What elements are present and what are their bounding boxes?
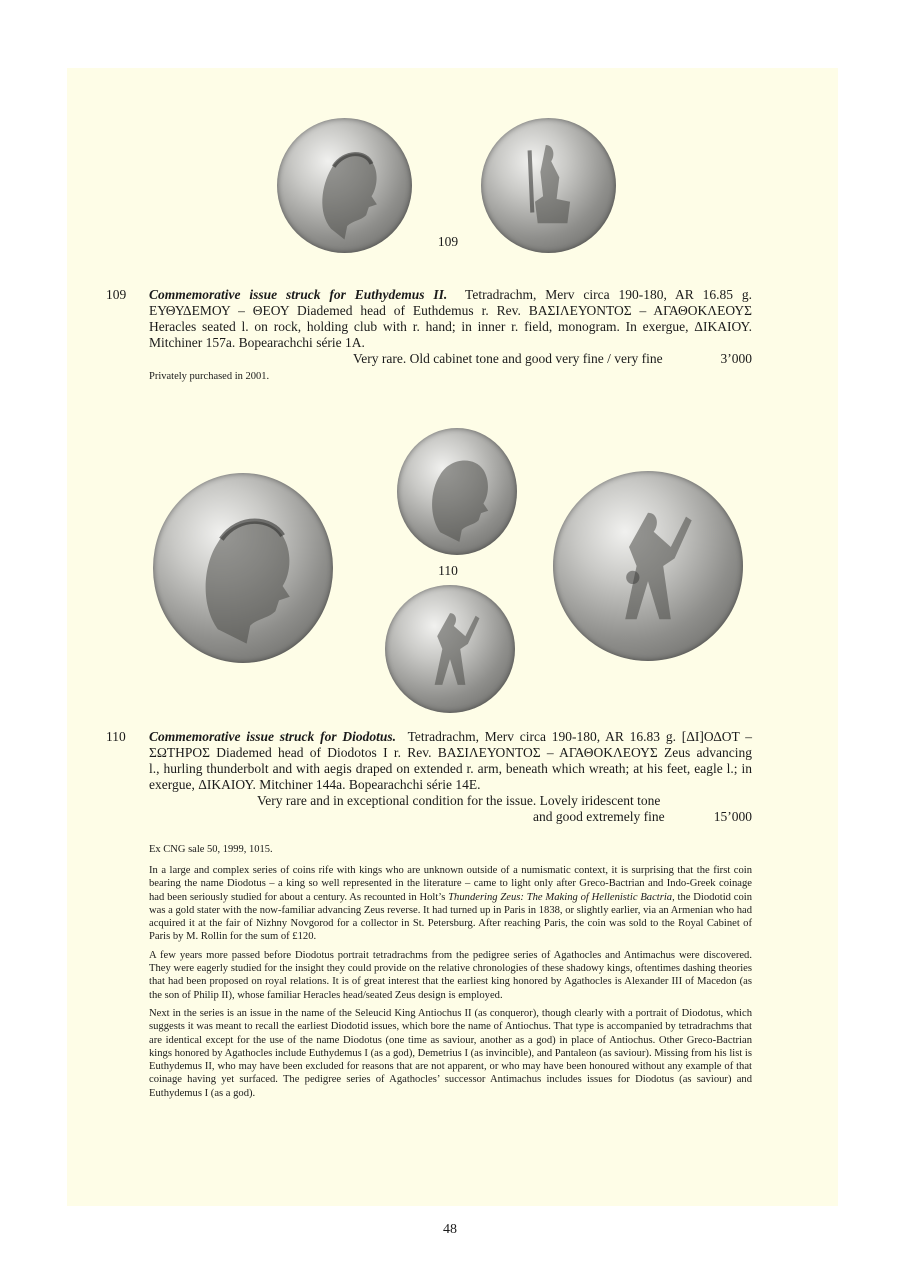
lot-110-number: 110 bbox=[106, 729, 126, 744]
lot-109-price: 3’000 bbox=[720, 351, 752, 366]
essay-paragraph-1: In a large and complex series of coins rife with kings who are unknown outside of a numismatic context, it is surprising that the first coin bearing the name Diodotus – a king so well represented in the literature – came to light only after Greco-Bactrian and Indo-Greek coinage had been seriously studied for about a century. As recounted in Holt’s Thundering Zeus: The Making of Hellenistic Bactria, the Diodotid coin was a gold stater with the now-familiar advancing Zeus reverse. It had turned up in Paris in 1838, or slightly earlier, via an Armenian who had acquired it at the fair of Nizhny Novgorod for a collector in St. Petersburg. After reaching Paris, the coin was sold to the Royal Cabinet of Paris by M. Rollin for the sum of £120. bbox=[149, 865, 752, 943]
coin-110-reverse-large bbox=[553, 471, 743, 661]
essay-paragraph-3: Next in the series is an issue in the name of the Seleucid King Antiochus II (as conqueror), though clearly with a portrait of Diodotus, which suggests it was meant to recall the earliest Diodotid issues, which bore the name of Antiochus. That type is accompanied by tetradrachms that are identical except for the use of the name Diodotus (one time as saviour, another as a god) in place of Antiochus. Other Greco-Bactrian kings honored by Agathocles include Euthydemus I (as a god), Demetrius I (as invincible), and Pantaleon (as saviour). Missing from his list is Euthydemus II, who may have been excluded for reasons that are not apparent, or who may have been honoured without any example of that coinage having yet surfaced. The pedigree series of Agathocles’ successor Antimachus includes issues for Diodotus (as saviour) and Euthydemus I (as a god). bbox=[149, 1007, 752, 1099]
lot-109-line-3: Heracles seated l. on rock, holding club with r. hand; in inner r. field, monogram. In exergue, ΔΙΚΑΙΟΥ. bbox=[149, 319, 752, 334]
lot-109-image-label: 109 bbox=[437, 234, 459, 249]
lot-110-line-1: Commemorative issue struck for Diodotus. Tetradrachm, Merv circa 190-180, AR 16.83 g. [ΔΙ]ΟΔΟΤ – bbox=[149, 729, 753, 744]
book-title: Thundering Zeus: The Making of Hellenistic Bactria bbox=[448, 891, 673, 903]
lot-110-line-4: exergue, ΔΙΚΑΙΟΥ. Mitchiner 144a. Bopearachchi série 14E. bbox=[149, 777, 481, 792]
lot-110-grade-line-2: and good extremely fine bbox=[533, 809, 665, 824]
coin-109-obverse bbox=[277, 118, 412, 253]
lot-110-price: 15’000 bbox=[713, 809, 752, 824]
lot-109-provenance: Privately purchased in 2001. bbox=[149, 371, 270, 382]
lot-110-title: Commemorative issue struck for Diodotus. bbox=[149, 729, 396, 744]
coin-110-obverse-small bbox=[397, 428, 517, 555]
essay-paragraph-2: A few years more passed before Diodotus portrait tetradrachms from the pedigree series of Agathocles and Antimachus were discovered. They were eagerly studied for the insight they could provide on the relative chronologies of these shadowy kings, oftentimes dashing theories that had been proposed on royal relations. It is of great interest that the earliest king honored by Agathocles is Alexander III of Macedon (as the son of Philip II), whose familiar Heracles head/seated Zeus design is employed. bbox=[149, 949, 752, 1001]
lot-109-title: Commemorative issue struck for Euthydemus II. bbox=[149, 287, 448, 302]
lot-110-line-3: l., hurling thunderbolt and with aegis draped on extended r. arm, beneath which wreath; at his feet, eagle l.; in bbox=[149, 761, 752, 776]
lot-110-grade-line-1: Very rare and in exceptional condition for the issue. Lovely iridescent tone bbox=[257, 793, 661, 808]
lot-109-line-1: Commemorative issue struck for Euthydemus II. Tetradrachm, Merv circa 190-180, AR 16.85 g. bbox=[149, 287, 753, 302]
lot-110-provenance: Ex CNG sale 50, 1999, 1015. bbox=[149, 844, 273, 855]
lot-109-line-4: Mitchiner 157a. Bopearachchi série 1A. bbox=[149, 335, 365, 350]
lot-109-line-2: ΕΥΘΥΔΕΜΟΥ – ΘΕΟΥ Diademed head of Euthdemus r. Rev. ΒΑΣΙΛΕΥΟΝΤΟΣ – ΑΓΑΘΟΚΛΕΟΥΣ bbox=[149, 303, 752, 318]
page-number: 48 bbox=[443, 1222, 457, 1237]
lot-110-description bbox=[149, 729, 752, 793]
lot-110-image-label: 110 bbox=[438, 563, 458, 578]
coin-110-reverse-small bbox=[385, 585, 515, 713]
historical-essay bbox=[149, 864, 752, 1105]
lot-110-line-2: ΣΩΤΗΡΟΣ Diademed head of Diodotos I r. Rev. ΒΑΣΙΛΕΥΟΝΤΟΣ – ΑΓΑΘΟΚΛΕΟΥΣ Zeus advancing bbox=[149, 745, 752, 760]
lot-109-description bbox=[149, 287, 752, 351]
coin-110-obverse-large bbox=[153, 473, 333, 663]
coin-109-reverse bbox=[481, 118, 616, 253]
lot-109-number: 109 bbox=[106, 287, 127, 302]
lot-109-grade: Very rare. Old cabinet tone and good very fine / very fine bbox=[353, 351, 663, 366]
